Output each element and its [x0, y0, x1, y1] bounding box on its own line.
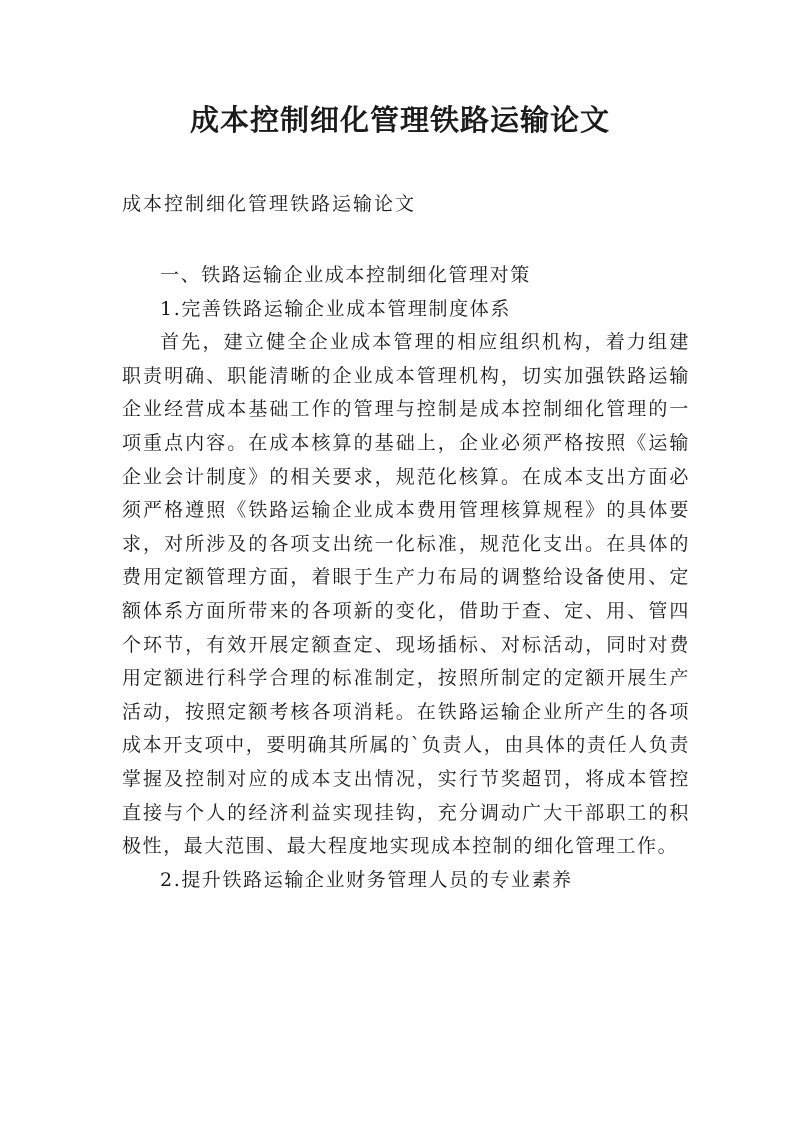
document-title: 成本控制细化管理铁路运输论文	[189, 103, 610, 137]
item-1-heading: 1.完善铁路运输企业成本管理制度体系	[160, 297, 511, 320]
item-1-paragraph: 首先，建立健全企业成本管理的相应组织机构，着力组建职责明确、职能清晰的企业成本管理机构，切实加强铁路运输企业经营成本基础工作的管理与控制是成本控制细化管理的一项重点内容。在成本核算的基础上，企业必须严格按照《运输企业会计制度》的相关要求，规范化核算。在成本支出方面必须严格遵照《铁路运输企业成本费用管理核算规程》的具体要求，对所涉及的各项支出统一化标准，规范化支出。在具体的费用定额管理方面，着眼于生产力布局的调整给设备使用、定额体系方面所带来的各项新的变化，借助于查、定、用、管四个环节，有效开展定额查定、现场插标、对标活动，同时对费用定额进行科学合理的标准制定，按照所制定的定额开展生产活动，按照定额考核各项消耗。在铁路运输企业所产生的各项成本开支项中，要明确其所属的`负责人，由具体的责任人负责掌握及控制对应的成本支出情况，实行节奖超罚，将成本管控直接与个人的经济利益实现挂钩，充分调动广大干部职工的积极性，最大范围、最大程度地实现成本控制的细化管理工作。	[122, 331, 690, 858]
document-body	[122, 259, 690, 897]
item-2-heading: 2.提升铁路运输企业财务管理人员的专业素养	[160, 868, 573, 891]
section-heading: 一、铁路运输企业成本控制细化管理对策	[160, 264, 531, 286]
document-subtitle: 成本控制细化管理铁路运输论文	[122, 193, 417, 215]
